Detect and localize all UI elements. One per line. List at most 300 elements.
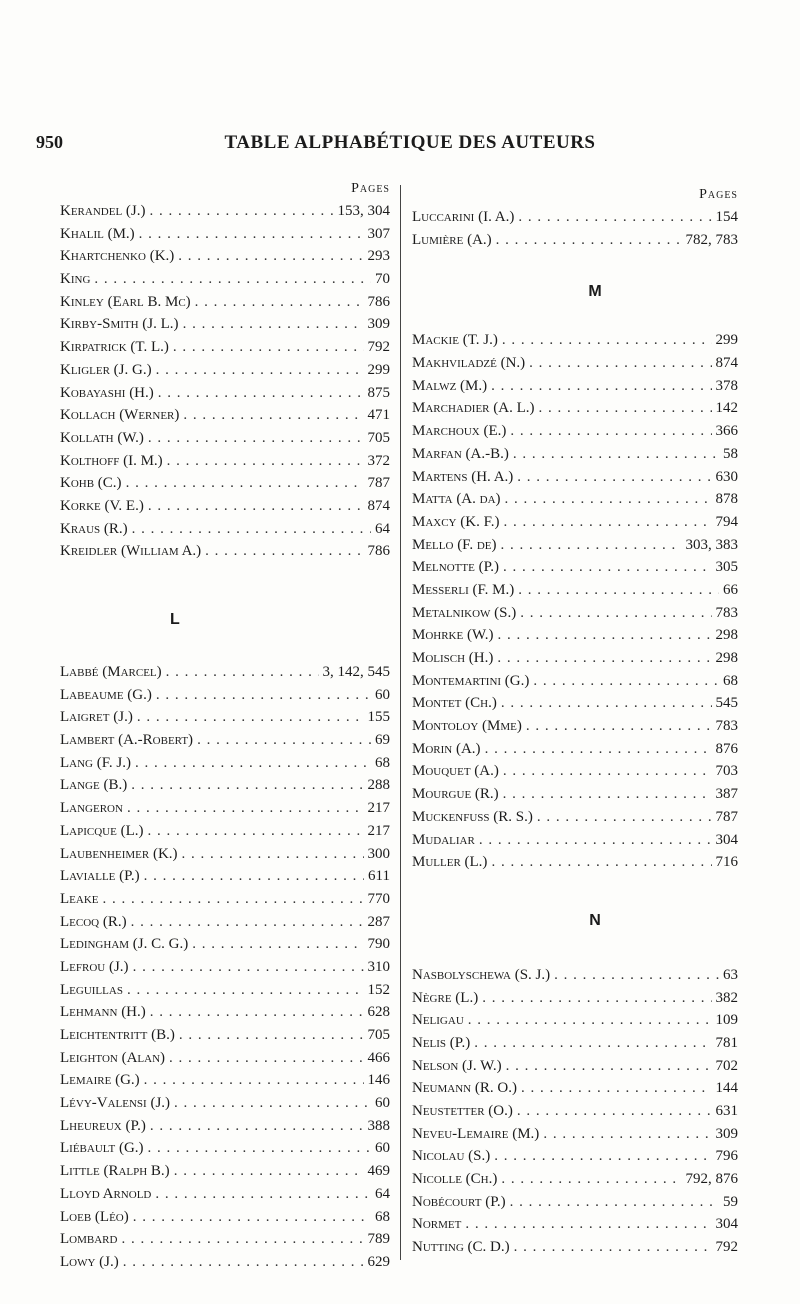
author-name: Montemartini (G.) <box>412 672 530 689</box>
index-entry <box>412 851 738 874</box>
right-column <box>412 184 738 1259</box>
leader-dots <box>491 851 711 874</box>
leader-dots <box>166 661 319 684</box>
page-refs: 154 <box>715 209 738 225</box>
index-entry <box>60 888 390 911</box>
page-refs: 783 <box>715 604 738 621</box>
index-entry <box>412 375 738 398</box>
author-name: Langeron <box>60 800 123 817</box>
leader-dots <box>192 933 363 956</box>
page-refs: 304 <box>715 831 738 848</box>
index-entry <box>412 1191 738 1214</box>
leader-dots <box>195 291 364 314</box>
pages-heading-left: Pages <box>351 181 390 196</box>
index-entry <box>412 624 738 647</box>
leader-dots <box>517 466 711 489</box>
page-refs: 792 <box>715 1239 738 1256</box>
leader-dots <box>178 245 363 268</box>
leader-dots <box>131 774 363 797</box>
index-entry <box>412 1145 738 1168</box>
author-name: Little (Ralph B.) <box>60 1163 170 1180</box>
author-name: Lefrou (J.) <box>60 958 129 975</box>
index-entry <box>60 382 390 405</box>
page-refs: 153, 304 <box>337 203 390 219</box>
page-refs: 789 <box>367 1231 390 1248</box>
section-letter-n: N <box>589 911 601 929</box>
leader-dots <box>133 1206 371 1229</box>
index-entry <box>60 1160 390 1183</box>
page-refs: 146 <box>367 1072 390 1089</box>
author-name: Leguillas <box>60 981 123 998</box>
page-refs: 60 <box>375 1140 390 1157</box>
leader-dots <box>174 1160 364 1183</box>
author-name: Neveu-Lemaire (M.) <box>412 1125 540 1142</box>
author-name: Normet <box>412 1216 462 1233</box>
author-name: Nicolle (Ch.) <box>412 1171 498 1188</box>
leader-dots <box>131 911 364 934</box>
author-name: Kollath (W.) <box>60 429 144 446</box>
index-entry <box>60 774 390 797</box>
index-entry <box>60 956 390 979</box>
leader-dots <box>103 888 364 911</box>
page-refs: 466 <box>367 1049 390 1066</box>
author-name: Lloyd Arnold <box>60 1185 152 1202</box>
author-name: Morin (A.) <box>412 740 481 757</box>
author-name: Kobayashi (H.) <box>60 384 154 401</box>
page-refs: 300 <box>367 845 390 862</box>
page-refs: 60 <box>375 1095 390 1112</box>
index-entry <box>412 806 738 829</box>
leader-dots <box>474 1032 711 1055</box>
index-entry <box>412 1032 738 1055</box>
index-entry <box>412 1009 738 1032</box>
index-entry <box>60 797 390 820</box>
index-entry <box>60 1137 390 1160</box>
page-number: 950 <box>36 132 63 152</box>
index-entry <box>412 420 738 443</box>
page-refs: 298 <box>715 650 738 666</box>
index-entry <box>412 329 738 352</box>
page-refs: 109 <box>715 1012 738 1029</box>
index-entry <box>412 987 738 1010</box>
index-entry <box>412 443 738 466</box>
leader-dots <box>197 729 371 752</box>
author-name: Korke (V. E.) <box>60 497 144 514</box>
author-name: Maxcy (K. F.) <box>412 513 500 530</box>
author-name: Liébault (G.) <box>60 1140 144 1157</box>
leader-dots <box>183 313 364 336</box>
index-entry <box>412 760 738 783</box>
leader-dots <box>156 684 371 707</box>
page-refs: 628 <box>367 1004 390 1021</box>
index-entry <box>412 783 738 806</box>
author-name: Mello (F. de) <box>412 536 497 553</box>
author-name: Kolthoff (I. M.) <box>60 452 163 469</box>
index-entry <box>412 715 738 738</box>
page-refs: 388 <box>367 1117 390 1134</box>
leader-dots <box>94 268 371 291</box>
index-entry <box>60 820 390 843</box>
leader-dots <box>132 518 371 541</box>
author-name: Laubenheimer (K.) <box>60 845 178 862</box>
index-entry <box>412 692 738 715</box>
page-refs: 66 <box>723 581 738 598</box>
author-name: Mudaliar <box>412 831 475 848</box>
leader-dots <box>537 806 712 829</box>
leader-dots <box>169 1047 363 1070</box>
author-name: Molisch (H.) <box>412 650 494 666</box>
author-name: Lumière (A.) <box>412 231 492 248</box>
index-entry <box>60 1228 390 1251</box>
page-refs: 63 <box>723 966 738 983</box>
page-refs: 68 <box>375 1208 390 1225</box>
index-entry <box>412 1236 738 1259</box>
index-entry <box>60 865 390 888</box>
author-name: Kollach (Werner) <box>60 407 180 424</box>
index-entry <box>60 427 390 450</box>
index-entry <box>60 359 390 382</box>
index-entry <box>60 1251 390 1274</box>
author-name: Neumann (R. O.) <box>412 1080 517 1097</box>
index-entry <box>60 1115 390 1138</box>
index-entry <box>60 450 390 473</box>
index-entry <box>412 738 738 761</box>
leader-dots <box>485 738 712 761</box>
author-name: Lemaire (G.) <box>60 1072 140 1089</box>
author-name: Nelis (P.) <box>412 1034 471 1051</box>
leader-dots <box>479 829 712 852</box>
author-name: Nelson (J. W.) <box>412 1057 502 1074</box>
index-entry <box>412 1100 738 1123</box>
entries-l-continued <box>412 206 738 251</box>
index-entry <box>412 1123 738 1146</box>
page-refs: 68 <box>375 754 390 771</box>
index-entry <box>60 1069 390 1092</box>
index-entry <box>412 397 738 420</box>
page-refs: 309 <box>367 316 390 333</box>
page-refs: 875 <box>367 384 390 401</box>
leader-dots <box>173 336 364 359</box>
page-refs: 304 <box>715 1216 738 1233</box>
author-name: Lange (B.) <box>60 777 128 794</box>
leader-dots <box>148 495 364 518</box>
leader-dots <box>521 1077 712 1100</box>
author-name: Nicolau (S.) <box>412 1148 491 1165</box>
author-name: Lowy (J.) <box>60 1253 119 1270</box>
page-refs: 783 <box>715 718 738 735</box>
page-refs: 611 <box>368 868 390 885</box>
page-refs: 299 <box>715 332 738 349</box>
page-refs: 298 <box>715 627 738 644</box>
author-name: Kohb (C.) <box>60 475 122 492</box>
entries-m <box>412 329 738 874</box>
index-entry <box>60 1001 390 1024</box>
left-column <box>60 178 390 1274</box>
index-entry <box>60 1047 390 1070</box>
author-name: Khalil (M.) <box>60 225 135 242</box>
author-name: Lavialle (P.) <box>60 868 140 885</box>
leader-dots <box>133 956 364 979</box>
author-name: Kirpatrick (T. L.) <box>60 339 169 356</box>
page-refs: 217 <box>367 800 390 817</box>
leader-dots <box>518 206 711 229</box>
leader-dots <box>465 1213 711 1236</box>
leader-dots <box>183 404 363 427</box>
author-name: Labeaume (G.) <box>60 686 152 703</box>
author-name: Lecoq (R.) <box>60 913 127 930</box>
page-refs: 790 <box>367 936 390 953</box>
index-entry <box>60 684 390 707</box>
author-name: Makhviladzé (N.) <box>412 355 526 372</box>
index-entry <box>60 752 390 775</box>
page-refs: 217 <box>367 822 390 839</box>
author-name: Mackie (T. J.) <box>412 332 498 349</box>
index-entry <box>60 291 390 314</box>
index-entry <box>412 1213 738 1236</box>
leader-dots <box>150 1001 364 1024</box>
page-refs: 545 <box>715 695 738 712</box>
leader-dots <box>144 1069 364 1092</box>
leader-dots <box>482 987 711 1010</box>
section-letter-m: M <box>588 283 602 301</box>
index-entry <box>60 911 390 934</box>
leader-dots <box>139 223 364 246</box>
index-entry <box>60 336 390 359</box>
leader-dots <box>520 602 711 625</box>
page-refs: 310 <box>367 958 390 975</box>
page-refs: 792 <box>367 339 390 356</box>
page-refs: 155 <box>367 709 390 726</box>
index-entry <box>60 518 390 541</box>
author-name: Matta (A. da) <box>412 491 501 508</box>
page-refs: 303, 383 <box>685 536 738 553</box>
index-entry <box>412 556 738 579</box>
author-name: Montet (Ch.) <box>412 695 497 712</box>
page-refs: 287 <box>367 913 390 930</box>
index-entry <box>60 313 390 336</box>
leader-dots <box>513 443 719 466</box>
author-name: Leighton (Alan) <box>60 1049 166 1066</box>
leader-dots <box>526 715 712 738</box>
leader-dots <box>150 1115 364 1138</box>
leader-dots <box>497 647 711 670</box>
column-divider <box>400 185 401 1260</box>
leader-dots <box>135 752 371 775</box>
author-name: Marfan (A.-B.) <box>412 445 509 462</box>
author-name: Lambert (A.-Robert) <box>60 732 194 749</box>
index-entry <box>60 540 390 563</box>
author-name: Lapicque (L.) <box>60 822 144 839</box>
page-refs: 372 <box>367 452 390 469</box>
page-refs: 299 <box>367 361 390 378</box>
author-name: Ledingham (J. C. G.) <box>60 936 189 953</box>
leader-dots <box>155 1183 371 1206</box>
index-entry <box>60 1092 390 1115</box>
author-name: Loeb (Léo) <box>60 1208 129 1225</box>
index-entry <box>60 404 390 427</box>
section-letter-l: L <box>170 611 180 628</box>
leader-dots <box>517 1100 712 1123</box>
page-refs: 69 <box>375 732 390 749</box>
leader-dots <box>167 450 364 473</box>
leader-dots <box>514 1236 712 1259</box>
index-entry <box>412 534 738 557</box>
index-entry <box>60 933 390 956</box>
page-refs: 876 <box>715 740 738 757</box>
leader-dots <box>503 760 712 783</box>
author-name: Kligler (J. G.) <box>60 361 152 378</box>
page-refs: 382 <box>715 989 738 1006</box>
page-refs: 705 <box>367 429 390 446</box>
page-refs: 702 <box>715 1057 738 1074</box>
page-refs: 716 <box>715 854 738 871</box>
index-entry <box>412 1055 738 1078</box>
index-entry <box>60 979 390 1002</box>
index-entry <box>60 200 390 223</box>
page-refs: 309 <box>715 1125 738 1142</box>
page-refs: 64 <box>375 520 390 537</box>
leader-dots <box>179 1024 364 1047</box>
page-refs: 144 <box>715 1080 738 1097</box>
index-entry <box>60 472 390 495</box>
page-refs: 787 <box>715 808 738 825</box>
page-refs: 59 <box>723 1193 738 1210</box>
page-refs: 770 <box>367 890 390 907</box>
page-refs: 64 <box>375 1185 390 1202</box>
author-name: Kerandel (J.) <box>60 203 146 219</box>
page-refs: 288 <box>367 777 390 794</box>
index-entry <box>412 829 738 852</box>
leader-dots <box>147 820 363 843</box>
page-refs: 786 <box>367 293 390 310</box>
index-entry <box>60 495 390 518</box>
page-refs: 630 <box>715 468 738 485</box>
leader-dots <box>500 534 681 557</box>
pages-heading-right: Pages <box>699 187 738 202</box>
leader-dots <box>503 556 712 579</box>
author-name: Kirby-Smith (J. L.) <box>60 316 179 333</box>
leader-dots <box>150 200 334 223</box>
leader-dots <box>543 1123 711 1146</box>
index-entry <box>60 843 390 866</box>
index-entry <box>412 229 738 252</box>
leader-dots <box>506 1055 712 1078</box>
author-name: Lehmann (H.) <box>60 1004 146 1021</box>
index-entry <box>60 245 390 268</box>
page-refs: 792, 876 <box>685 1171 738 1188</box>
leader-dots <box>533 670 719 693</box>
page-refs: 387 <box>715 786 738 803</box>
leader-dots <box>126 472 364 495</box>
index-entry <box>60 661 390 684</box>
leader-dots <box>121 1228 363 1251</box>
page-refs: 366 <box>715 423 738 440</box>
leader-dots <box>468 1009 712 1032</box>
index-entry <box>412 466 738 489</box>
index-entry <box>60 706 390 729</box>
author-name: Lheureux (P.) <box>60 1117 146 1134</box>
author-name: Lévy-Valensi (J.) <box>60 1095 171 1112</box>
author-name: King <box>60 271 91 288</box>
leader-dots <box>510 420 711 443</box>
page-refs: 787 <box>367 475 390 492</box>
author-name: Mourgue (R.) <box>412 786 499 803</box>
page-refs: 703 <box>715 763 738 780</box>
entries-k <box>60 200 390 563</box>
leader-dots <box>510 1191 719 1214</box>
leader-dots <box>518 579 719 602</box>
leader-dots <box>156 359 364 382</box>
page-title: TABLE ALPHABÉTIQUE DES AUTEURS <box>224 132 596 153</box>
leader-dots <box>502 329 712 352</box>
author-name: Labbé (Marcel) <box>60 664 162 680</box>
author-name: Montoloy (Mme) <box>412 718 522 735</box>
author-name: Metalnikow (S.) <box>412 604 517 621</box>
index-entry <box>412 1168 738 1191</box>
author-name: Melnotte (P.) <box>412 559 499 576</box>
author-name: Kreidler (William A.) <box>60 543 202 560</box>
leader-dots <box>494 1145 711 1168</box>
index-entry <box>412 511 738 534</box>
page-refs: 631 <box>715 1103 738 1119</box>
page-refs: 68 <box>723 672 738 689</box>
page-refs: 58 <box>723 445 738 462</box>
author-name: Kraus (R.) <box>60 520 128 537</box>
index-entry <box>412 1077 738 1100</box>
page-refs: 60 <box>375 686 390 703</box>
page-refs: 305 <box>715 559 738 576</box>
index-entry <box>412 488 738 511</box>
index-entry <box>412 352 738 375</box>
page-refs: 796 <box>715 1148 738 1165</box>
leader-dots <box>503 783 712 806</box>
leader-dots <box>554 964 719 987</box>
author-name: Nasbolyschewa (S. J.) <box>412 966 551 983</box>
page-refs: 782, 783 <box>685 231 738 248</box>
page-refs: 469 <box>367 1163 390 1180</box>
leader-dots <box>148 427 364 450</box>
author-name: Luccarini (I. A.) <box>412 209 515 225</box>
leader-dots <box>496 229 682 252</box>
author-name: Nutting (C. D.) <box>412 1239 510 1256</box>
leader-dots <box>174 1092 371 1115</box>
index-entry <box>412 602 738 625</box>
leader-dots <box>503 511 711 534</box>
leader-dots <box>123 1251 364 1274</box>
index-entry <box>60 223 390 246</box>
entries-n <box>412 964 738 1259</box>
author-name: Lombard <box>60 1231 118 1248</box>
page-refs: 70 <box>375 271 390 288</box>
author-name: Nobécourt (P.) <box>412 1193 506 1210</box>
leader-dots <box>491 375 711 398</box>
leader-dots <box>182 843 364 866</box>
page-refs: 878 <box>715 491 738 508</box>
entries-l <box>60 661 390 1274</box>
page-refs: 378 <box>715 377 738 394</box>
page-refs: 471 <box>367 407 390 424</box>
leader-dots <box>501 1168 681 1191</box>
index-entry <box>412 670 738 693</box>
page-refs: 874 <box>367 497 390 514</box>
leader-dots <box>158 382 364 405</box>
leader-dots <box>539 397 712 420</box>
author-name: Khartchenko (K.) <box>60 248 175 265</box>
page-refs: 3, 142, 545 <box>322 664 390 680</box>
author-name: Neligau <box>412 1012 464 1029</box>
author-name: Malwz (M.) <box>412 377 488 394</box>
author-name: Marchoux (E.) <box>412 423 507 440</box>
